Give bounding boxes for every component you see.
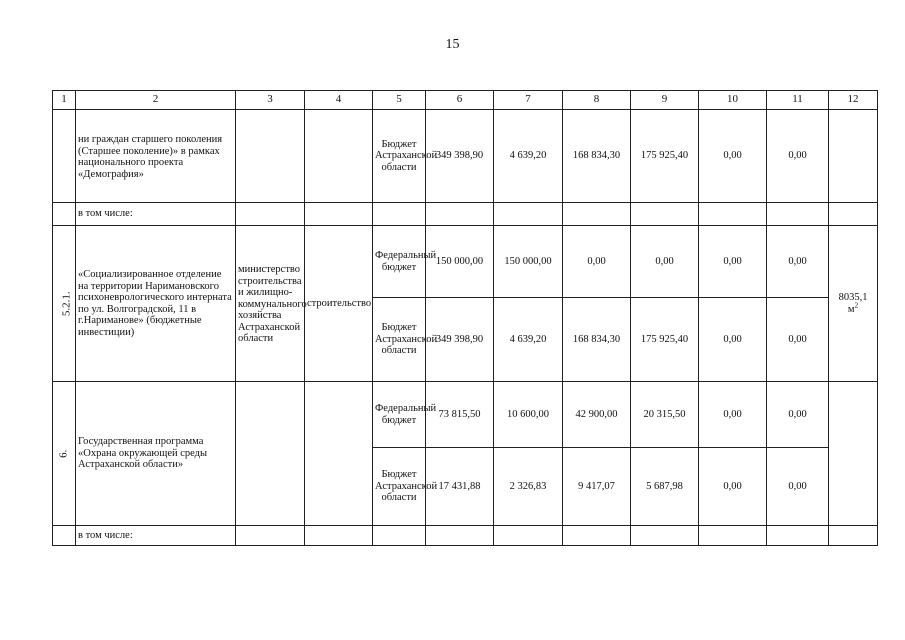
value-cell: 150 000,00 — [494, 226, 563, 298]
value-cell: 0,00 — [699, 448, 767, 526]
value-cell: 0,00 — [563, 226, 631, 298]
value-cell: 73 815,50 — [426, 382, 494, 448]
header-cell: 1 — [53, 91, 76, 110]
table-row — [53, 203, 878, 226]
funding-source: Федеральный бюджет — [373, 382, 426, 448]
page-number: 15 — [445, 37, 460, 52]
value-cell: 175 925,40 — [631, 110, 699, 203]
value-cell: 168 834,30 — [563, 298, 631, 382]
header-row — [53, 91, 878, 110]
value-cell: 0,00 — [767, 382, 829, 448]
header-cell: 2 — [76, 91, 236, 110]
value-cell: 349 398,90 — [426, 298, 494, 382]
header-cell: 11 — [767, 91, 829, 110]
row-number: 6. — [57, 449, 70, 458]
header-cell: 3 — [236, 91, 305, 110]
row-name: Государственная программа «Охрана окружающей среды Астраханской области» — [76, 382, 236, 526]
including-label: в том числе: — [76, 203, 236, 226]
value-cell: 0,00 — [767, 298, 829, 382]
including-label: в том числе: — [76, 526, 236, 546]
header-cell: 5 — [373, 91, 426, 110]
header-cell: 10 — [699, 91, 767, 110]
header-cell: 4 — [305, 91, 373, 110]
work-type: строительство — [305, 226, 373, 382]
row-number: 5.2.1. — [60, 291, 73, 316]
header-cell: 12 — [829, 91, 878, 110]
funding-source: Бюджет Астраханской области — [373, 298, 426, 382]
value-cell: 0,00 — [699, 382, 767, 448]
program-table — [52, 90, 878, 546]
funding-source: Федеральный бюджет — [373, 226, 426, 298]
header-cell: 8 — [563, 91, 631, 110]
value-cell: 20 315,50 — [631, 382, 699, 448]
header-cell: 7 — [494, 91, 563, 110]
value-cell: 0,00 — [699, 226, 767, 298]
value-cell: 4 639,20 — [494, 110, 563, 203]
value-cell: 17 431,88 — [426, 448, 494, 526]
value-cell: 150 000,00 — [426, 226, 494, 298]
capacity: 8035,1 $м^2$ — [829, 226, 878, 382]
funding-source: Бюджет Астраханской области — [373, 110, 426, 203]
value-cell: 0,00 — [699, 110, 767, 203]
value-cell: 42 900,00 — [563, 382, 631, 448]
value-cell: 349 398,90 — [426, 110, 494, 203]
executor: министерство строительства и жилищно-коммунального хозяйства Астраханской области — [236, 226, 305, 382]
value-cell: 0,00 — [767, 110, 829, 203]
value-cell: 5 687,98 — [631, 448, 699, 526]
value-cell: 2 326,83 — [494, 448, 563, 526]
value-cell: 0,00 — [767, 448, 829, 526]
value-cell: 4 639,20 — [494, 298, 563, 382]
table-row — [53, 526, 878, 546]
value-cell: 175 925,40 — [631, 298, 699, 382]
table-row — [53, 110, 878, 203]
value-cell: 10 600,00 — [494, 382, 563, 448]
value-cell: 0,00 — [767, 226, 829, 298]
header-cell: 9 — [631, 91, 699, 110]
value-cell: 0,00 — [699, 298, 767, 382]
table-row — [53, 226, 878, 298]
value-cell: 9 417,07 — [563, 448, 631, 526]
funding-source: Бюджет Астраханской области — [373, 448, 426, 526]
row-name: «Социализированное отделение на территории Наримановского психоневрологического интерната по ул. Волгоградской, 11 в г.Нариманове» (бюджетные инвестиции) — [76, 226, 236, 382]
header-cell: 6 — [426, 91, 494, 110]
table-row — [53, 382, 878, 448]
value-cell: 0,00 — [631, 226, 699, 298]
row-name: ни граждан старшего поколения (Старшее поколение)» в рамках национального проекта «Демография» — [76, 110, 236, 203]
value-cell: 168 834,30 — [563, 110, 631, 203]
